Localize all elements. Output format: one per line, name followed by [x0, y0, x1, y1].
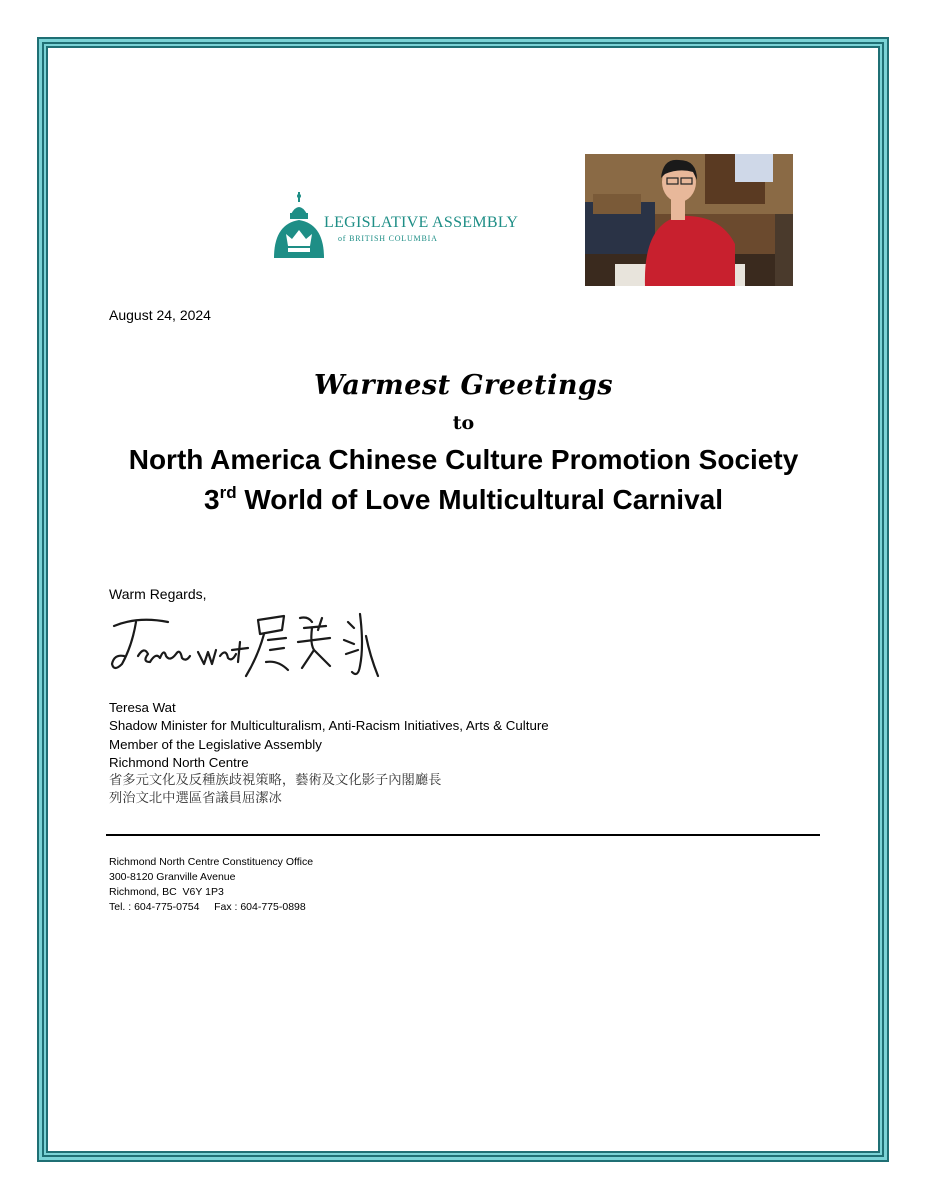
legislative-assembly-logo — [272, 192, 562, 262]
signer-position-chinese: 列治文北中選區省議員屈潔冰 — [109, 791, 282, 807]
dome-crown-icon — [272, 192, 332, 262]
signer-block — [109, 699, 549, 809]
office-name: Richmond North Centre Constituency Office — [109, 856, 314, 868]
event-ordinal: 3 — [204, 484, 220, 515]
signer-name: Teresa Wat — [109, 700, 176, 715]
signer-riding: Richmond North Centre — [109, 754, 249, 770]
office-city: Richmond, BC V6Y 1P3 — [109, 886, 224, 898]
divider — [106, 834, 820, 836]
greeting-to: to — [452, 412, 475, 434]
office-street: 300-8120 Granville Avenue — [109, 871, 236, 883]
event-ordinal-suffix: rd — [219, 483, 237, 502]
portrait-photo — [585, 154, 793, 286]
signer-role: Shadow Minister for Multiculturalism, Anti-Racism Initiatives, Arts & Culture — [109, 718, 549, 734]
office-address — [109, 855, 313, 915]
greeting-heading: Warmest Greetings — [313, 370, 614, 401]
event-name — [0, 484, 927, 516]
logo-subtitle: of BRITISH COLUMBIA — [338, 234, 438, 243]
event-title: World of Love Multicultural Carnival — [236, 484, 723, 515]
logo-title: LEGISLATIVE ASSEMBLY — [324, 214, 519, 231]
handwritten-signature — [108, 606, 388, 698]
signer-position: Member of the Legislative Assembly — [109, 736, 322, 752]
office-phone-fax: Tel. : 604-775-0754 Fax : 604-775-0898 — [109, 901, 306, 913]
signer-role-chinese: 省多元文化及反種族歧視策略，藝術及文化影子內閣廳長 — [109, 773, 442, 789]
organization-name: North America Chinese Culture Promotion Society — [128, 444, 799, 475]
letter-date: August 24, 2024 — [109, 307, 211, 323]
closing: Warm Regards, — [109, 586, 207, 602]
